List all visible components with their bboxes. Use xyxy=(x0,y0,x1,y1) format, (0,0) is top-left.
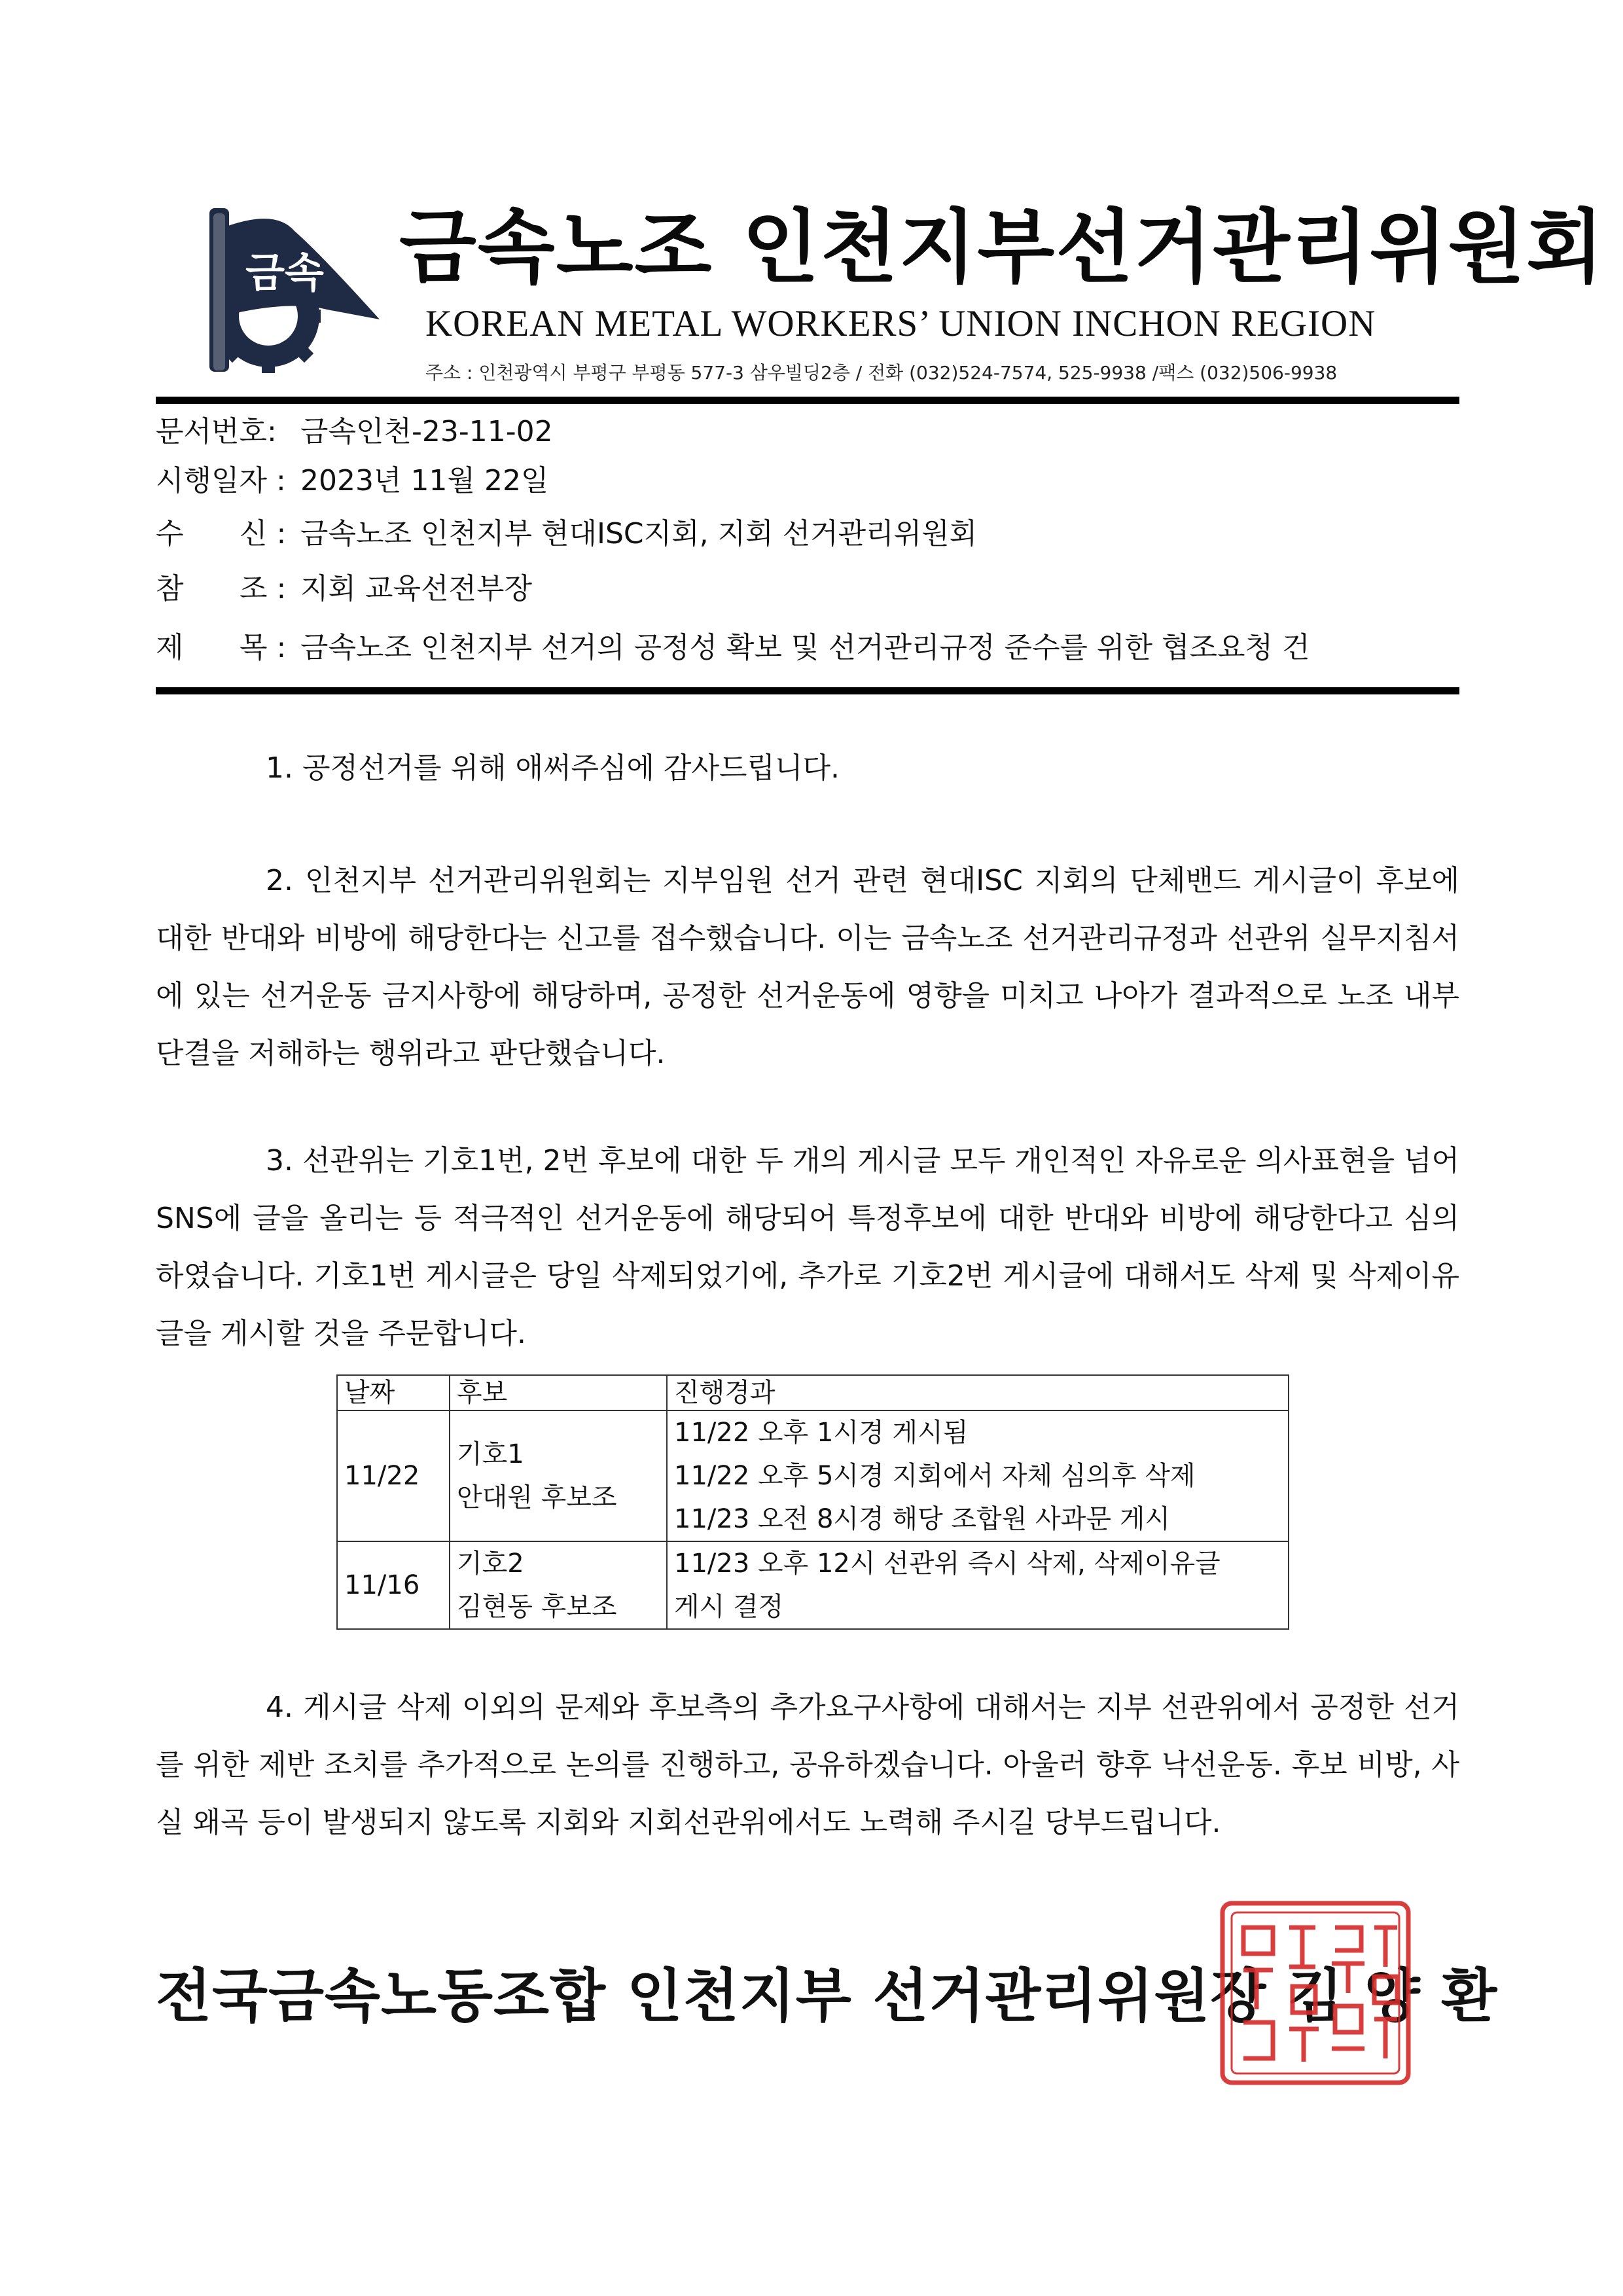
organization-address: 주소 : 인천광역시 부평구 부평동 577-3 삼우빌딩2층 / 전화 (032)524-7574, 525-9938 /팩스 (032)506-9938 xyxy=(425,362,1338,384)
reference-row xyxy=(156,569,532,609)
logo-text: 금속 xyxy=(245,249,324,296)
reference-label-a: 참 xyxy=(156,572,184,605)
row-date: 11/16 xyxy=(337,1541,450,1629)
date-label: 시행일자 : xyxy=(156,464,286,497)
organization-title: 금속노조 인천지부선거관리위원회 xyxy=(399,201,1605,294)
row-progress xyxy=(667,1541,1289,1629)
recipient: 금속노조 인천지부 현대ISC지회, 지회 선거관리위원회 xyxy=(300,517,978,550)
subject-label-b: 목 : xyxy=(240,631,287,664)
date-row xyxy=(156,461,548,501)
reference: 지회 교육선전부장 xyxy=(300,572,533,605)
recipient-row xyxy=(156,514,977,554)
table-header-progress: 진행경과 xyxy=(667,1375,1289,1410)
table-header-candidate: 후보 xyxy=(450,1375,667,1410)
issue-date: 2023년 11월 22일 xyxy=(300,464,549,497)
table-row xyxy=(337,1410,1289,1541)
progress-line: 게시 결정 xyxy=(674,1592,784,1622)
signature-line: 전국금속노동조합 인천지부 선거관리위원장 김 양 환 xyxy=(156,1962,1498,2030)
candidate-name: 안대원 후보조 xyxy=(457,1482,617,1513)
table-header-date: 날짜 xyxy=(337,1375,450,1410)
official-seal-stamp xyxy=(1217,1898,1414,2088)
row-candidate xyxy=(450,1541,667,1629)
paragraph-2: 2. 인천지부 선거관리위원회는 지부임원 선거 관련 현대ISC 지회의 단체밴드 게시글이 후보에 대한 반대와 비방에 해당한다는 신고를 접수했습니다. 이는 금속노조 선거관리규정과 선관위 실무지침서에 있는 선거운동 금지사항에 해당하며, 공정한 선거운동에 영향을 미치고 나아가 결과적으로 노조 내부 단결을 저해하는 행위라고 판단했습니다. xyxy=(156,864,1459,1070)
paragraph-3: 3. 선관위는 기호1번, 2번 후보에 대한 두 개의 게시글 모두 개인적인 자유로운 의사표현을 넘어 SNS에 글을 올리는 등 적극적인 선거운동에 해당되어 특정후보에 대한 반대와 비방에 해당한다고 심의하였습니다. 기호1번 게시글은 당일 삭제되었기에, 추가로 기호2번 게시글에 대해서도 삭제 및 삭제이유 글을 게시할 것을 주문합니다. xyxy=(156,1144,1459,1350)
progress-line: 11/22 오후 1시경 게시됨 xyxy=(674,1418,969,1448)
candidate-number: 기호2 xyxy=(457,1549,524,1579)
subject-row xyxy=(156,628,1310,668)
union-logo xyxy=(196,202,386,375)
paragraph-1: 1. 공정선거를 위해 애써주심에 감사드립니다. xyxy=(266,751,840,785)
progress-line: 11/23 오후 12시 선관위 즉시 삭제, 삭제이유글 xyxy=(674,1549,1221,1579)
row-candidate xyxy=(450,1410,667,1541)
paragraph-4: 4. 게시글 삭제 이외의 문제와 후보측의 추가요구사항에 대해서는 지부 선관위에서 공정한 선거를 위한 제반 조치를 추가적으로 논의를 진행하고, 공유하겠습니다. 아울러 향후 낙선운동. 후보 비방, 사실 왜곡 등이 발생되지 않도록 지회와 지회선관위에서도 노력해 주시길 당부드립니다. xyxy=(156,1691,1459,1839)
recipient-label-a: 수 xyxy=(156,517,184,550)
table-row xyxy=(337,1541,1289,1629)
row-date: 11/22 xyxy=(337,1410,450,1541)
subject-label-a: 제 xyxy=(156,631,184,664)
candidate-name: 김현동 후보조 xyxy=(457,1592,617,1622)
recipient-label-b: 신 : xyxy=(240,517,287,550)
table-header-row xyxy=(337,1375,1289,1410)
subject: 금속노조 인천지부 선거의 공정성 확보 및 선거관리규정 준수를 위한 협조요청 건 xyxy=(300,631,1310,664)
document-number-label: 문서번호: xyxy=(156,415,277,448)
organization-english-name: KOREAN METAL WORKERS’ UNION INCHON REGION xyxy=(425,303,1376,344)
meta-divider xyxy=(156,687,1459,694)
row-progress xyxy=(667,1410,1289,1541)
reference-label-b: 조 : xyxy=(240,572,287,605)
progress-line: 11/22 오후 5시경 지회에서 자체 심의후 삭제 xyxy=(674,1461,1196,1491)
progress-table xyxy=(336,1374,1289,1630)
progress-line: 11/23 오전 8시경 해당 조합원 사과문 게시 xyxy=(674,1504,1170,1534)
document-number: 금속인천-23-11-02 xyxy=(300,415,553,448)
header-divider xyxy=(156,397,1459,404)
candidate-number: 기호1 xyxy=(457,1439,524,1469)
document-number-row xyxy=(156,412,553,452)
